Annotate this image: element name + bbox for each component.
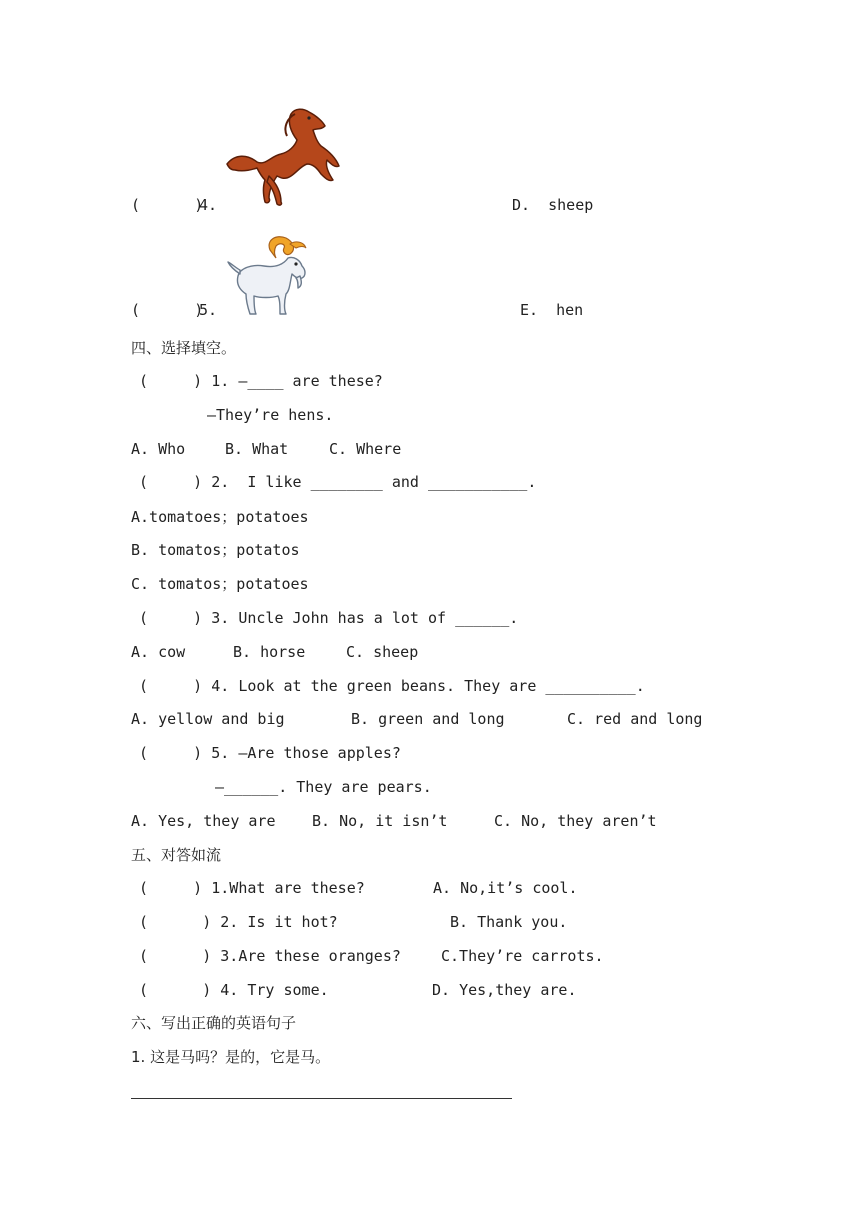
s4-q2-option-a: A.tomatoes；potatoes <box>131 508 309 526</box>
s4-q2-option-c: C. tomatos；potatoes <box>131 575 309 593</box>
answer-line[interactable] <box>131 1098 512 1099</box>
s4-q5-option-b: B. No, it isn’t <box>312 812 448 830</box>
horse-picture <box>225 106 340 208</box>
s5-row4-question: ( ) 4. Try some. <box>139 981 329 999</box>
s5-row1-question: ( ) 1.What are these? <box>139 879 365 897</box>
s5-row3-answer: C.They’re carrots. <box>441 947 604 965</box>
q5-paren: ( ) <box>131 301 204 319</box>
s4-q4-stem: ( ) 4. Look at the green beans. They are __________. <box>139 677 645 695</box>
s4-q3-stem: ( ) 3. Uncle John has a lot of ______. <box>139 609 519 627</box>
section6-heading: 六、写出正确的英语句子 <box>131 1014 297 1032</box>
section5-heading: 五、对答如流 <box>131 846 222 864</box>
s4-q4-option-b: B. green and long <box>351 710 505 728</box>
s4-q5-reply: —______. They are pears. <box>215 778 432 796</box>
s5-row3-question: ( ) 3.Are these oranges? <box>139 947 401 965</box>
s4-q5-option-c: C. No, they aren’t <box>494 812 657 830</box>
s4-q1-reply: —They’re hens. <box>207 406 334 424</box>
q4-paren: ( ) <box>131 196 204 214</box>
s4-q3-option-c: C. sheep <box>346 643 419 661</box>
s4-q3-option-a: A. cow <box>131 643 186 661</box>
s4-q5-option-a: A. Yes, they are <box>131 812 276 830</box>
s4-q1-stem: ( ) 1. —____ are these? <box>139 372 383 390</box>
s4-q1-option-c: C. Where <box>329 440 402 458</box>
s4-q4-option-a: A. yellow and big <box>131 710 285 728</box>
s4-q1-option-a: A. Who <box>131 440 186 458</box>
s5-row2-question: ( ) 2. Is it hot? <box>139 913 338 931</box>
s4-q2-option-b: B. tomatos；potatos <box>131 541 300 559</box>
s5-row4-answer: D. Yes,they are. <box>432 981 577 999</box>
q4-number: 4. <box>199 196 218 214</box>
section4-heading: 四、选择填空。 <box>131 339 237 357</box>
q5-number: 5. <box>199 301 218 319</box>
s4-q3-option-b: B. horse <box>233 643 306 661</box>
goat-picture <box>224 232 314 318</box>
s5-row2-answer: B. Thank you. <box>450 913 568 931</box>
s4-q1-option-b: B. What <box>225 440 289 458</box>
s4-q5-stem: ( ) 5. —Are those apples? <box>139 744 401 762</box>
q5-answer-option: E. hen <box>520 301 584 319</box>
s6-q1-prompt: 1. 这是马吗？是的，它是马。 <box>131 1048 331 1066</box>
s4-q2-stem: ( ) 2. I like ________ and ___________. <box>139 473 537 491</box>
s4-q4-option-c: C. red and long <box>567 710 703 728</box>
s5-row1-answer: A. No,it’s cool. <box>433 879 578 897</box>
q4-answer-option: D. sheep <box>512 196 594 214</box>
